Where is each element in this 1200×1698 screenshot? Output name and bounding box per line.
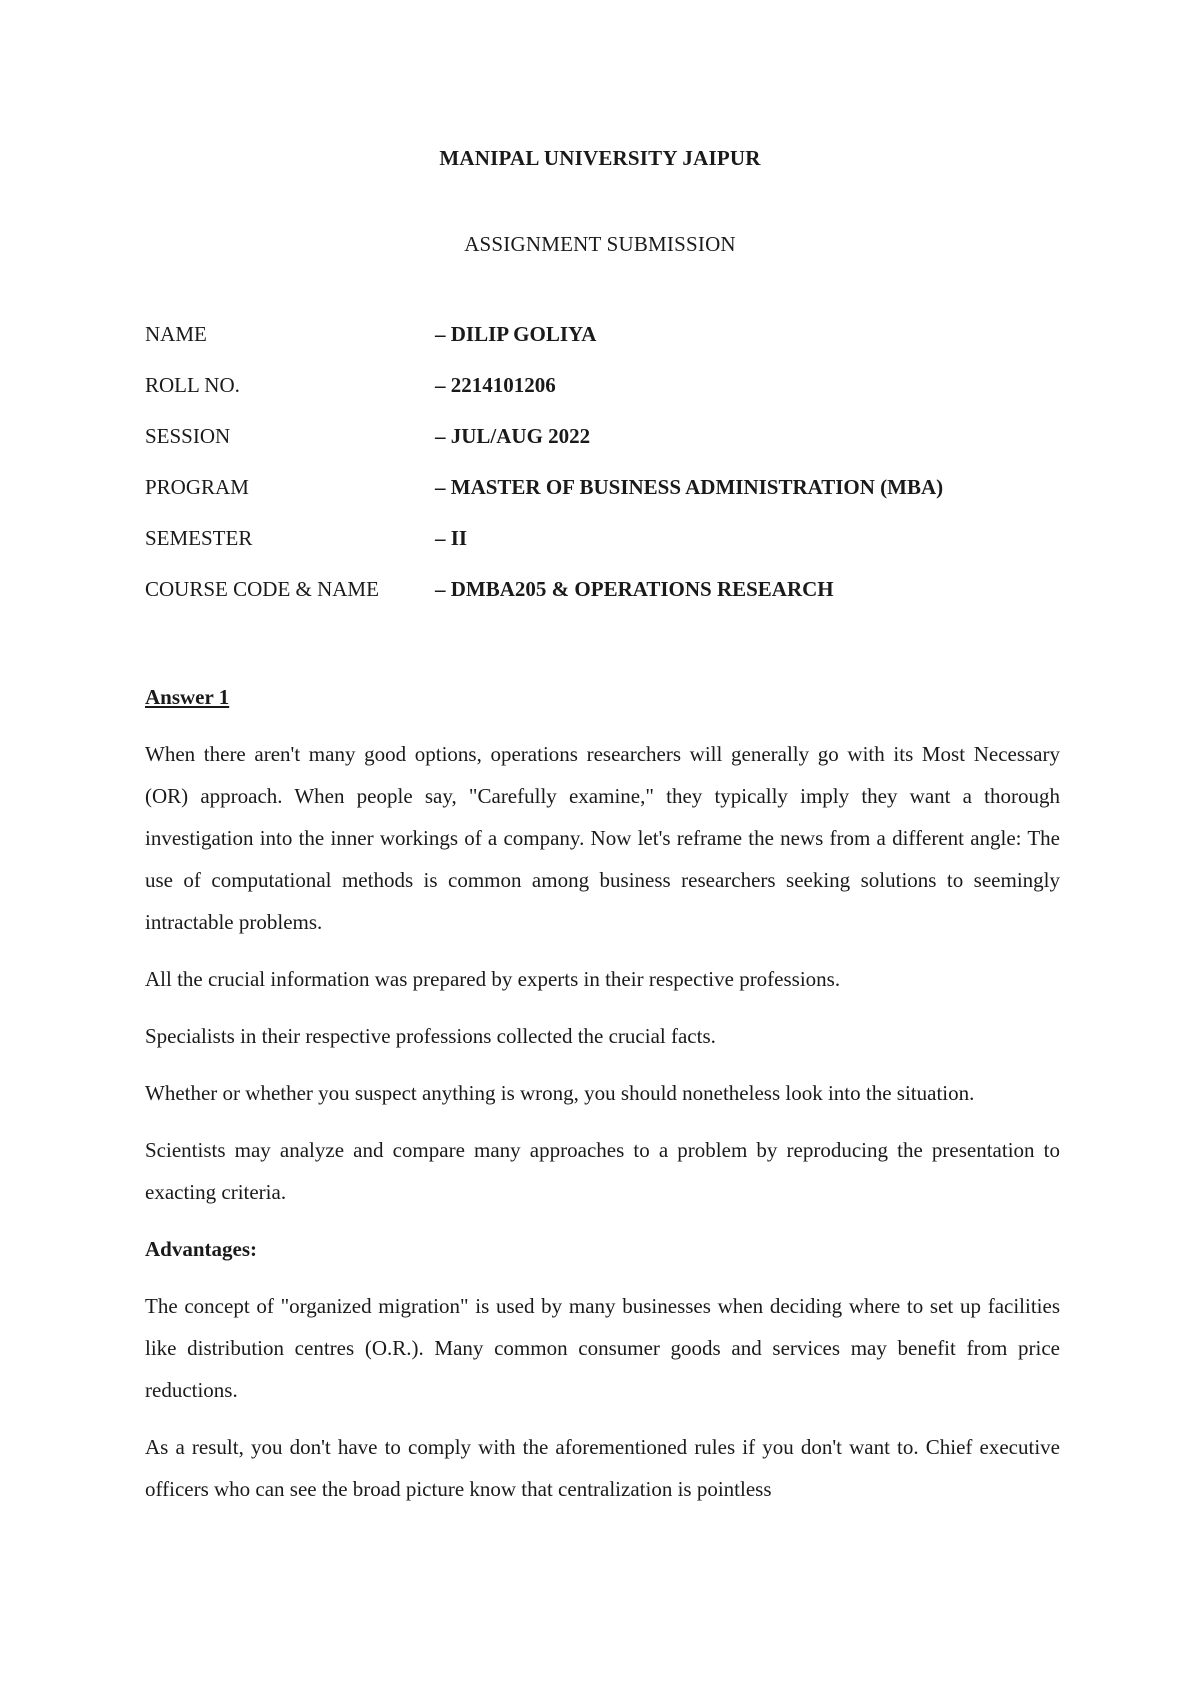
info-value: – JUL/AUG 2022 [435, 424, 591, 448]
info-label: SEMESTER [145, 526, 253, 550]
answer-paragraph: Specialists in their respective professions collected the crucial facts. [145, 1024, 716, 1048]
info-value: – II [435, 526, 468, 550]
info-value: – DILIP GOLIYA [435, 322, 597, 346]
answer-paragraph: Whether or whether you suspect anything is wrong, you should nonetheless look into the situation. [145, 1081, 975, 1105]
info-label: PROGRAM [145, 475, 249, 499]
advantages-paragraph: The concept of "organized migration" is used by many businesses when deciding where to set up facilities like distribution centres (O.R.). Many common consumer goods and services may benefit from price reductions. [145, 1294, 1060, 1402]
answer-paragraph: All the crucial information was prepared by experts in their respective professions. [145, 967, 841, 991]
info-label: NAME [145, 322, 207, 346]
answer-section [145, 676, 1060, 1525]
info-row-roll-no [145, 373, 943, 424]
info-row-name [145, 322, 943, 373]
info-value: – MASTER OF BUSINESS ADMINISTRATION (MBA) [435, 475, 944, 499]
university-title: MANIPAL UNIVERSITY JAIPUR [439, 146, 761, 170]
info-row-program [145, 475, 943, 526]
advantages-paragraph: As a result, you don't have to comply with the aforementioned rules if you don't want to. Chief executive officers who can see the broad picture know that centralization is pointless [145, 1435, 1060, 1501]
advantages-heading: Advantages: [145, 1237, 258, 1261]
info-label: SESSION [145, 424, 231, 448]
info-value: – DMBA205 & OPERATIONS RESEARCH [435, 577, 834, 601]
info-label: ROLL NO. [145, 373, 240, 397]
info-row-semester [145, 526, 943, 577]
answer-heading: Answer 1 [145, 685, 230, 709]
info-row-course [145, 577, 943, 628]
answer-paragraph: Scientists may analyze and compare many approaches to a problem by reproducing the presentation to exacting criteria. [145, 1138, 1060, 1204]
student-info-table [145, 322, 943, 628]
info-label: COURSE CODE & NAME [145, 577, 379, 601]
info-row-session [145, 424, 943, 475]
answer-paragraph: When there aren't many good options, operations researchers will generally go with its Most Necessary (OR) approach. When people say, "Carefully examine," they typically imply they want a thorough investigation into the inner workings of a company. Now let's reframe the news from a different angle: The use of computational methods is common among business researchers seeking solutions to seemingly intractable problems. [145, 742, 1060, 934]
assignment-subtitle: ASSIGNMENT SUBMISSION [464, 232, 736, 256]
info-value: – 2214101206 [435, 373, 556, 397]
